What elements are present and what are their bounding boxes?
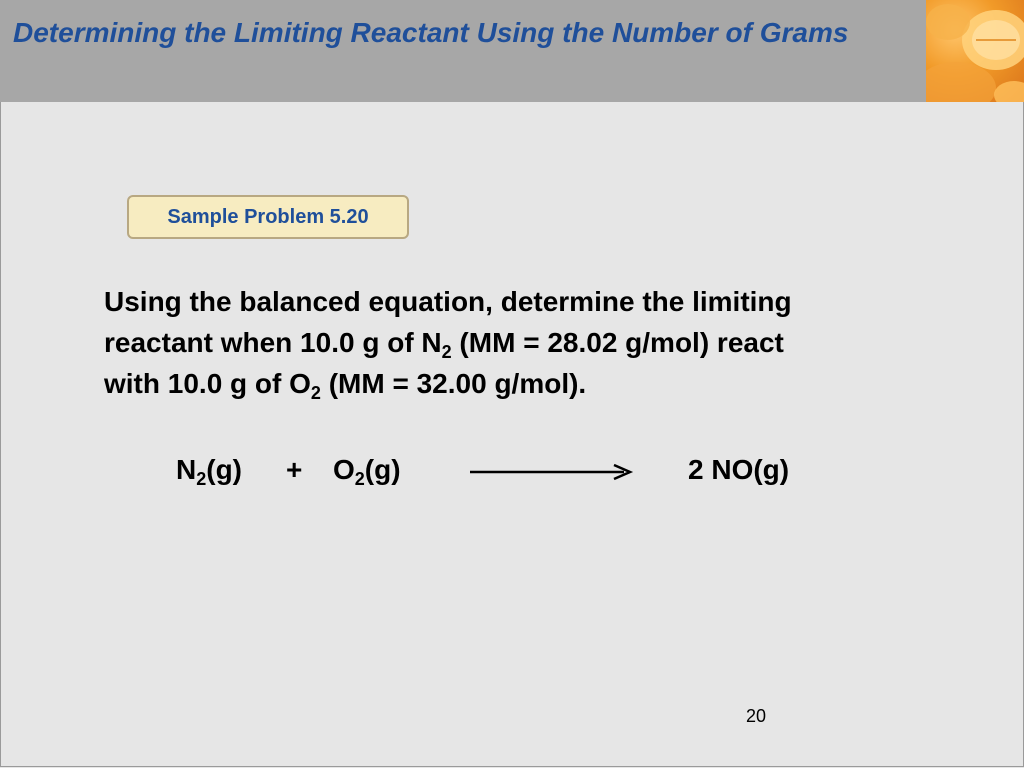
equation-reactant-o2 <box>333 450 401 490</box>
reactant2-base: O <box>333 454 355 485</box>
sample-problem-badge: Sample Problem 5.20 <box>127 195 409 239</box>
problem-statement <box>104 281 984 404</box>
problem-line-2-start: reactant when 10.0 g of N <box>104 327 442 358</box>
reactant2-subscript: 2 <box>354 469 365 489</box>
equation-plus-sign: + <box>286 454 303 485</box>
equation-reactant-n2 <box>176 450 242 490</box>
reactant1-subscript: 2 <box>196 469 207 489</box>
slide-header <box>0 0 1024 102</box>
page-number: 20 <box>745 706 767 726</box>
problem-line-2-subscript: 2 <box>441 342 452 362</box>
reactant1-state: (g) <box>206 454 243 485</box>
problem-line-3-start: with 10.0 g of O <box>104 368 311 399</box>
problem-line-2-end: (MM = 28.02 g/mol) react <box>451 327 784 358</box>
problem-line-1: Using the balanced equation, determine the limiting <box>104 286 792 317</box>
reactant2-state: (g) <box>364 454 401 485</box>
pills-icon <box>926 0 1024 102</box>
reaction-arrow-icon <box>468 462 634 482</box>
equation-product: 2 NO(g) <box>688 454 790 485</box>
problem-line-3-end: (MM = 32.00 g/mol). <box>320 368 587 399</box>
problem-line-3-subscript: 2 <box>310 383 321 403</box>
pills-decorative-image <box>926 0 1024 102</box>
slide-title: Determining the Limiting Reactant Using the Number of Grams <box>13 17 849 48</box>
reactant1-base: N <box>176 454 197 485</box>
